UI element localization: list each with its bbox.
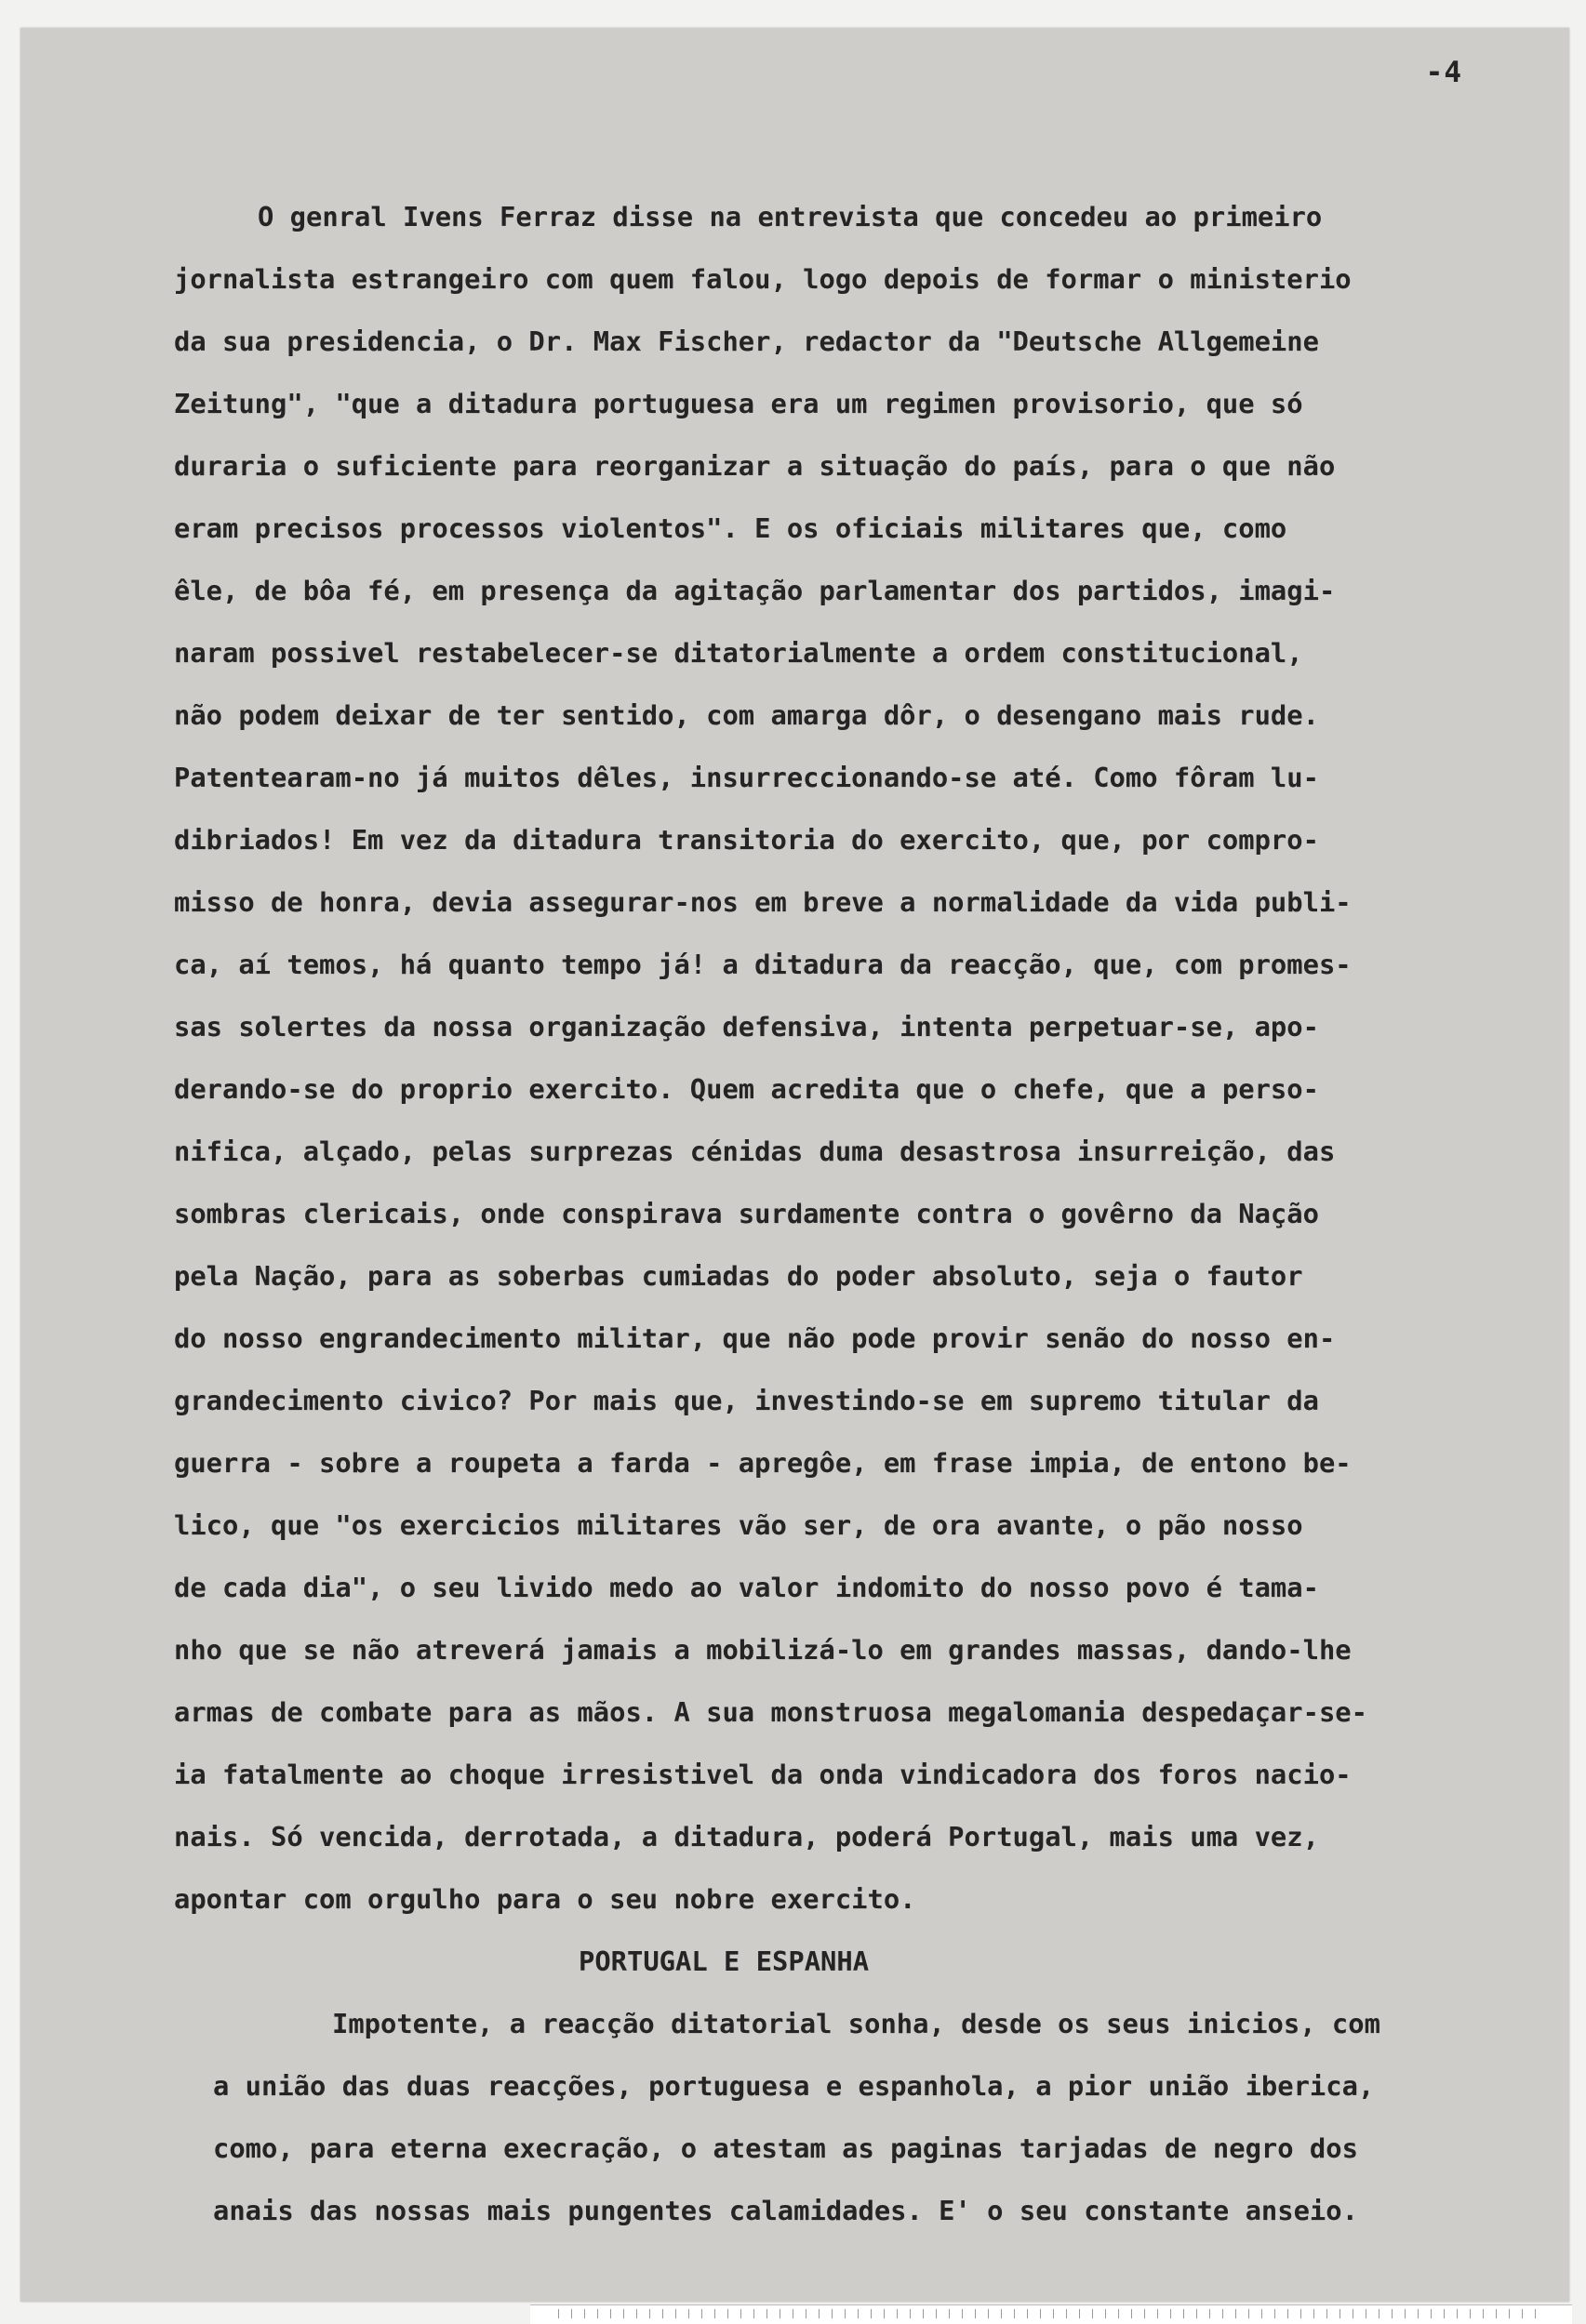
paragraph-2 (174, 1993, 1551, 2242)
section-heading: PORTUGAL E ESPANHA (579, 1946, 870, 1977)
text-line: O genral Ivens Ferraz disse na entrevista que concedeu ao primeiro (258, 201, 1323, 232)
text-line: de cada dia", o seu livido medo ao valor indomito do nosso povo é tama- (174, 1572, 1319, 1603)
text-line: como, para eterna execração, o atestam as paginas tarjadas de negro dos (213, 2132, 1358, 2164)
text-line: eram precisos processos violentos". E os oficiais militares que, como (174, 512, 1287, 544)
text-line: nho que se não atreverá jamais a mobilizá-lo em grandes massas, dando-lhe (174, 1634, 1352, 1666)
text-line: armas de combate para as mãos. A sua monstruosa megalomania despedaçar-se- (174, 1696, 1367, 1728)
text-line: nifica, alçado, pelas surprezas cénidas duma desastrosa insurreição, das (174, 1135, 1336, 1167)
text-line: anais das nossas mais pungentes calamidades. E' o seu constante anseio. (213, 2195, 1358, 2226)
text-line: misso de honra, devia assegurar-nos em breve a normalidade da vida publi- (174, 886, 1352, 918)
text-line: ca, aí temos, há quanto tempo já! a ditadura da reacção, que, com promes- (174, 949, 1352, 980)
text-line: jornalista estrangeiro com quem falou, logo depois de formar o ministerio (174, 263, 1352, 295)
text-line: guerra - sobre a roupeta a farda - apregôe, em frase impia, de entono be- (174, 1447, 1352, 1479)
text-line: apontar com orgulho para o seu nobre exercito. (174, 1883, 916, 1915)
body-text (174, 186, 1551, 2242)
text-line: não podem deixar de ter sentido, com amarga dôr, o desengano mais rude. (174, 699, 1319, 731)
text-line: Patentearam-no já muitos dêles, insurreccionando-se até. Como fôram lu- (174, 762, 1319, 793)
text-line: a união das duas reacções, portuguesa e espanhola, a pior união iberica, (213, 2070, 1375, 2102)
text-line: pela Nação, para as soberbas cumiadas do poder absoluto, seja o fautor (174, 1260, 1303, 1292)
text-line: Impotente, a reacção ditatorial sonha, desde os seus inicios, com (332, 2008, 1380, 2039)
text-line: grandecimento civico? Por mais que, investindo-se em supremo titular da (174, 1385, 1319, 1416)
typewritten-page (20, 28, 1569, 2302)
paragraph-1 (174, 186, 1551, 1931)
text-line: lico, que "os exercicios militares vão ser, de ora avante, o pão nosso (174, 1509, 1303, 1541)
text-line: sombras clericais, onde conspirava surdamente contra o govêrno da Nação (174, 1198, 1319, 1229)
text-line: dibriados! Em vez da ditadura transitoria do exercito, que, por compro- (174, 824, 1319, 856)
text-line: duraria o suficiente para reorganizar a situação do país, para o que não (174, 450, 1336, 482)
text-line: sas solertes da nossa organização defensiva, intenta perpetuar-se, apo- (174, 1011, 1319, 1042)
text-line: do nosso engrandecimento militar, que não pode provir senão do nosso en- (174, 1322, 1336, 1354)
page-number: -4 (1425, 56, 1462, 89)
text-line: derando-se do proprio exercito. Quem acredita que o chefe, que a perso- (174, 1073, 1319, 1105)
text-line: nais. Só vencida, derrotada, a ditadura, poderá Portugal, mais uma vez, (174, 1821, 1319, 1853)
text-line: ia fatalmente ao choque irresistivel da onda vindicadora dos foros nacio- (174, 1759, 1352, 1790)
ruler-ticks (558, 2309, 1544, 2318)
text-line: da sua presidencia, o Dr. Max Fischer, redactor da "Deutsche Allgemeine (174, 325, 1319, 357)
text-line: êle, de bôa fé, em presença da agitação parlamentar dos partidos, imagi- (174, 575, 1336, 606)
text-line: naram possivel restabelecer-se ditatorialmente a ordem constitucional, (174, 637, 1303, 669)
text-line: Zeitung", "que a ditadura portuguesa era um regimen provisorio, que só (174, 388, 1303, 419)
